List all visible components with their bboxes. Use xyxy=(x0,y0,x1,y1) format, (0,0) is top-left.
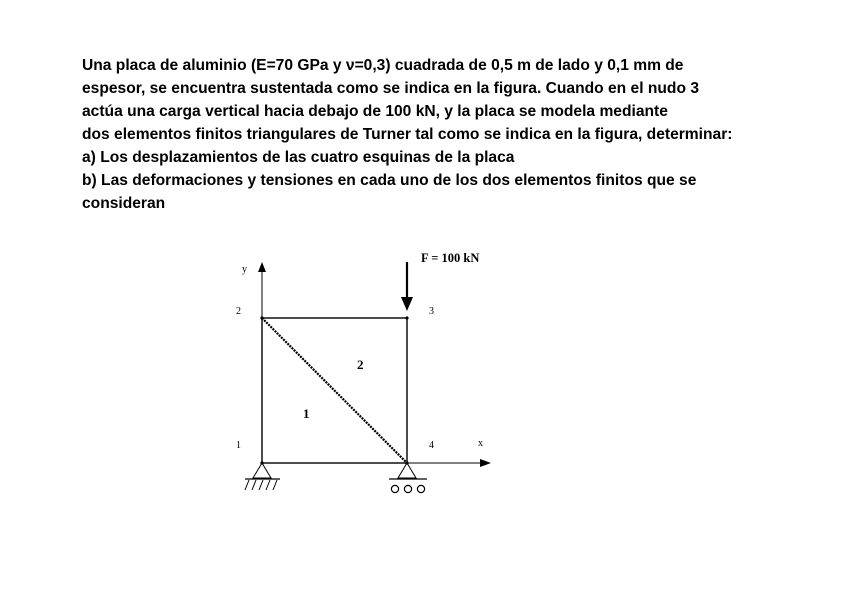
load-label: F = 100 kN xyxy=(421,251,480,265)
y-axis-arrowhead xyxy=(258,262,266,272)
question-a: a) Los desplazamientos de las cuatro esquinas de la placa xyxy=(82,149,515,166)
x-axis-arrowhead xyxy=(480,459,491,467)
element-diagonal xyxy=(262,318,407,463)
problem-line-1: Una placa de aluminio (E=70 GPa y ν=0,3) cuadrada de 0,5 m de lado y 0,1 mm de xyxy=(82,57,684,74)
element-label-2: 2 xyxy=(357,357,364,372)
node-label-4: 4 xyxy=(429,440,434,451)
node-dot-3 xyxy=(405,316,408,319)
node-label-2: 2 xyxy=(236,306,241,317)
roller-support-node-4 xyxy=(389,463,427,493)
node-dot-2 xyxy=(260,316,263,319)
problem-line-2: espesor, se encuentra sustentada como se indica en la figura. Cuando en el nudo 3 xyxy=(82,80,699,97)
problem-line-3: actúa una carga vertical hacia debajo de 100 kN, y la placa se modela mediante xyxy=(82,103,668,120)
question-b-continuation: consideran xyxy=(82,195,166,212)
x-axis-label: x xyxy=(478,438,483,449)
y-axis-label: y xyxy=(242,264,247,275)
pinned-support-node-1 xyxy=(245,463,280,490)
node-label-3: 3 xyxy=(429,306,434,317)
node-label-1: 1 xyxy=(236,440,241,451)
problem-line-4: dos elementos finitos triangulares de Turner tal como se indica en la figura, determinar: xyxy=(82,126,733,143)
load-arrow-head xyxy=(401,297,413,311)
element-label-1: 1 xyxy=(303,406,310,421)
question-b: b) Las deformaciones y tensiones en cada uno de los dos elementos finitos que se xyxy=(82,172,697,189)
